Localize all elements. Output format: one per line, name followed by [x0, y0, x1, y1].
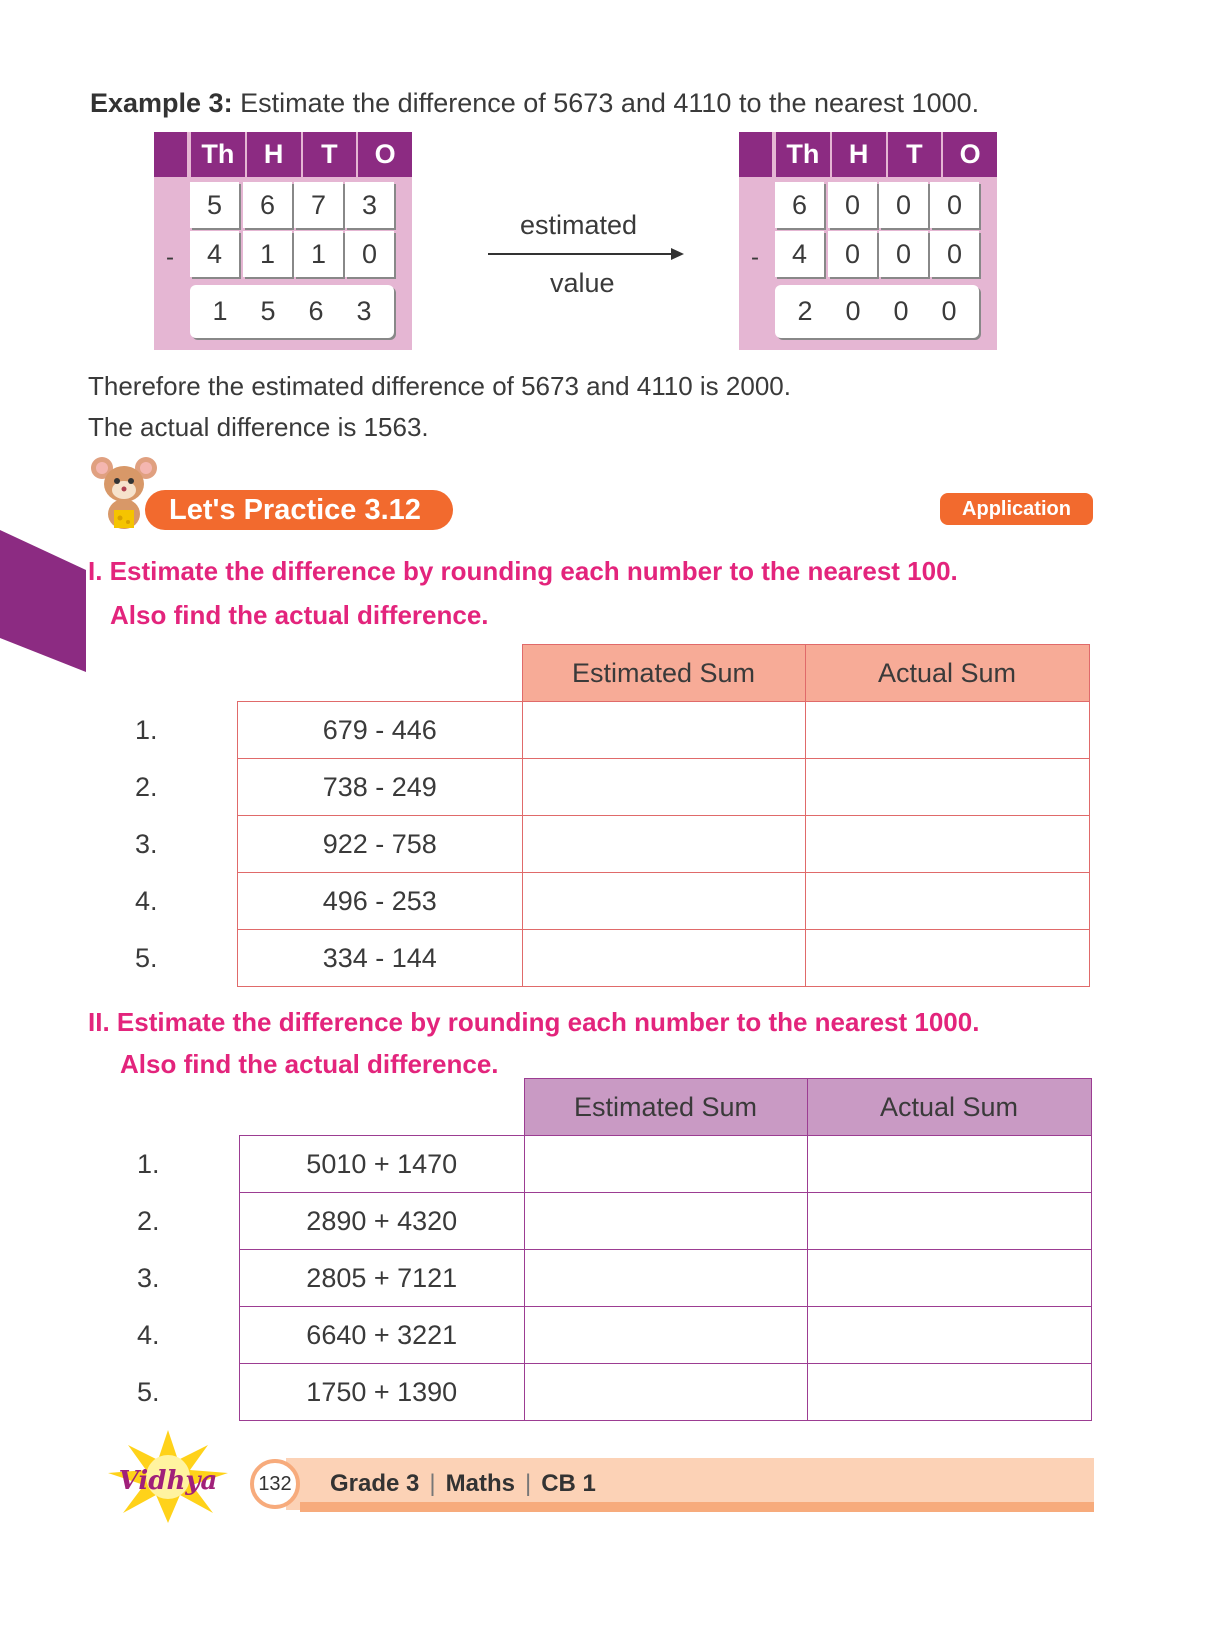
column-estimated-sum: Estimated Sum: [522, 645, 805, 702]
question-1-line2: Also find the actual difference.: [110, 600, 489, 630]
conclusion-actual: The actual difference is 1563.: [88, 412, 429, 442]
result-digit: 2: [797, 296, 813, 326]
table-row: [135, 930, 1089, 987]
digit-cell: 0: [879, 231, 928, 277]
digit-cell: 0: [828, 231, 877, 277]
practice-table-2: [137, 1078, 1092, 1421]
table-row: [135, 702, 1089, 759]
actual-answer-cell[interactable]: [807, 1364, 1091, 1421]
digit-cell: 0: [879, 182, 928, 228]
header-th: Th: [189, 132, 245, 177]
application-badge: Application: [940, 493, 1093, 525]
side-tab-decoration: [0, 530, 86, 672]
table-row: [137, 1193, 1091, 1250]
header-t: T: [886, 132, 942, 177]
example-text: Estimate the difference of 5673 and 4110 to the nearest 1000.: [240, 88, 980, 118]
digit-cell: 5: [190, 182, 239, 228]
arrow-label-bottom: value: [550, 268, 615, 298]
result-row: [190, 285, 394, 338]
result-digit: 0: [845, 296, 861, 326]
header-o: O: [356, 132, 412, 177]
practice-banner: Let's Practice 3.12: [145, 490, 453, 530]
example-label: Example 3:: [90, 88, 233, 118]
place-value-table-actual: [154, 132, 412, 350]
digit-cell: 0: [345, 231, 394, 277]
actual-answer-cell[interactable]: [805, 816, 1089, 873]
actual-answer-cell[interactable]: [805, 930, 1089, 987]
vidhya-logo: [88, 1425, 248, 1525]
row-expression: 679 - 446: [238, 702, 523, 759]
footer-grade: Grade 3: [330, 1470, 420, 1497]
row-number: 2.: [135, 771, 158, 802]
question-2-line1: II. Estimate the difference by rounding each number to the nearest 1000.: [88, 1007, 980, 1037]
column-estimated-sum: Estimated Sum: [524, 1079, 807, 1136]
header-th: Th: [774, 132, 830, 177]
estimated-answer-cell[interactable]: [522, 702, 805, 759]
estimated-answer-cell[interactable]: [524, 1193, 807, 1250]
row-expression: 922 - 758: [238, 816, 523, 873]
row-number: 3.: [135, 828, 158, 859]
place-value-table-estimated: [739, 132, 997, 350]
actual-answer-cell[interactable]: [805, 759, 1089, 816]
result-digit: 1: [212, 296, 228, 326]
header-o: O: [941, 132, 997, 177]
digit-cell: 6: [243, 182, 292, 228]
table-row: [137, 1250, 1091, 1307]
digit-cell: 4: [190, 231, 239, 277]
table-row: [135, 759, 1089, 816]
minus-sign: -: [751, 244, 759, 271]
footer-text: Grade 3 | Maths | CB 1: [330, 1470, 596, 1497]
row-expression: 496 - 253: [238, 873, 523, 930]
header-h: H: [830, 132, 886, 177]
row-number: 5.: [137, 1376, 160, 1407]
result-digit: 0: [893, 296, 909, 326]
row-expression: 5010 + 1470: [240, 1136, 525, 1193]
question-2-line2: Also find the actual difference.: [120, 1049, 499, 1079]
estimated-answer-cell[interactable]: [524, 1307, 807, 1364]
row-number: 1.: [135, 714, 158, 745]
table-row: [137, 1307, 1091, 1364]
table-row: [135, 816, 1089, 873]
estimated-answer-cell[interactable]: [524, 1136, 807, 1193]
footer-book: CB 1: [541, 1470, 596, 1497]
arrow-label-top: estimated: [520, 210, 638, 240]
column-actual-sum: Actual Sum: [807, 1079, 1091, 1136]
row-number: 3.: [137, 1262, 160, 1293]
row-number: 4.: [135, 885, 158, 916]
result-row: [775, 285, 979, 338]
result-digit: 3: [356, 296, 372, 326]
footer-subject: Maths: [445, 1470, 515, 1497]
row-expression: 1750 + 1390: [240, 1364, 525, 1421]
actual-answer-cell[interactable]: [807, 1250, 1091, 1307]
column-actual-sum: Actual Sum: [805, 645, 1089, 702]
header-h: H: [245, 132, 301, 177]
page-number: 132: [250, 1459, 300, 1509]
row-expression: 6640 + 3221: [240, 1307, 525, 1364]
estimated-answer-cell[interactable]: [522, 930, 805, 987]
digit-cell: 7: [294, 182, 343, 228]
result-digit: 6: [308, 296, 324, 326]
table-row: [137, 1364, 1091, 1421]
row-number: 1.: [137, 1148, 160, 1179]
result-digit: 0: [941, 296, 957, 326]
estimated-answer-cell[interactable]: [522, 873, 805, 930]
digit-cell: 0: [930, 182, 979, 228]
actual-answer-cell[interactable]: [807, 1307, 1091, 1364]
right-arrow-icon: [488, 244, 688, 264]
place-value-header: [189, 132, 412, 177]
minus-sign: -: [166, 244, 174, 271]
row-expression: 738 - 249: [238, 759, 523, 816]
digit-cell: 4: [775, 231, 824, 277]
row-expression: 2890 + 4320: [240, 1193, 525, 1250]
actual-answer-cell[interactable]: [807, 1193, 1091, 1250]
digit-cell: 1: [294, 231, 343, 277]
row-expression: 334 - 144: [238, 930, 523, 987]
table-row: [137, 1136, 1091, 1193]
place-value-header: [774, 132, 997, 177]
mouse-mascot-icon: [90, 452, 160, 532]
row-number: 5.: [135, 942, 158, 973]
estimated-answer-cell[interactable]: [524, 1250, 807, 1307]
row-number: 2.: [137, 1205, 160, 1236]
row-number: 4.: [137, 1319, 160, 1350]
estimated-answer-cell[interactable]: [524, 1364, 807, 1421]
question-1-line1: I. Estimate the difference by rounding each number to the nearest 100.: [88, 556, 958, 586]
practice-table-1: [135, 644, 1090, 987]
digit-cell: 3: [345, 182, 394, 228]
actual-answer-cell[interactable]: [805, 702, 1089, 759]
actual-answer-cell[interactable]: [807, 1136, 1091, 1193]
estimated-answer-cell[interactable]: [522, 759, 805, 816]
digit-cell: 6: [775, 182, 824, 228]
digit-cell: 1: [243, 231, 292, 277]
header-t: T: [301, 132, 357, 177]
actual-answer-cell[interactable]: [805, 873, 1089, 930]
footer-accent-line: [300, 1502, 1094, 1512]
estimated-answer-cell[interactable]: [522, 816, 805, 873]
table-row: [135, 873, 1089, 930]
digit-cell: 0: [828, 182, 877, 228]
example-heading: [90, 88, 979, 119]
result-digit: 5: [260, 296, 276, 326]
digit-cell: 0: [930, 231, 979, 277]
row-expression: 2805 + 7121: [240, 1250, 525, 1307]
svg-text:Vidhya: Vidhya: [118, 1466, 218, 1496]
conclusion-estimated: Therefore the estimated difference of 5673 and 4110 is 2000.: [88, 371, 791, 401]
